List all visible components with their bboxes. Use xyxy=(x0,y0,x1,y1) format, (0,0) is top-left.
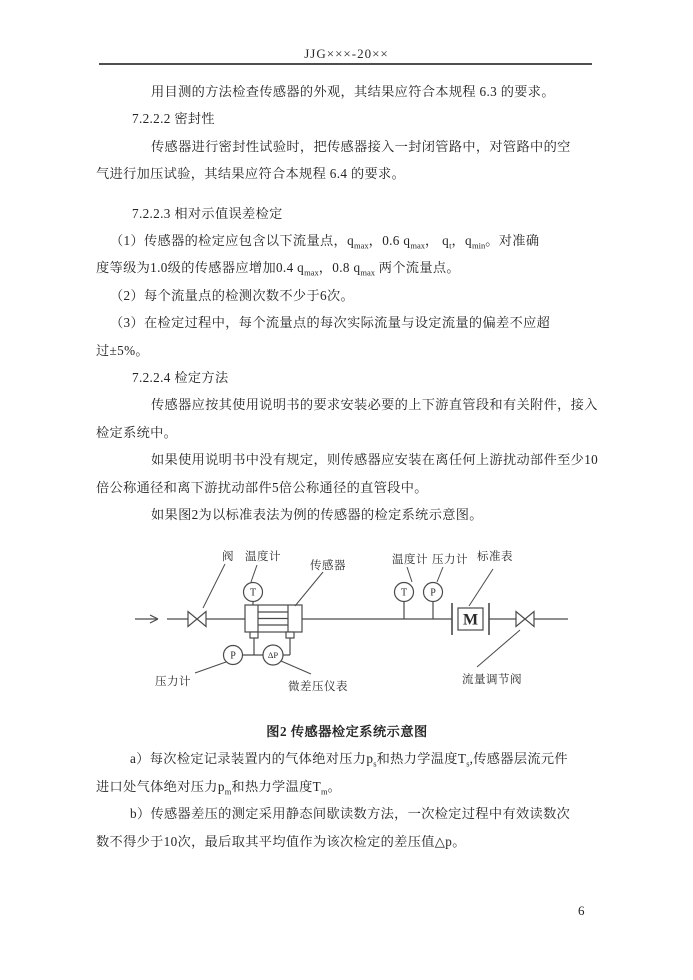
pressure-gauge-right-label: 压力计 xyxy=(432,554,468,566)
body-text-below-figure xyxy=(96,718,598,855)
page-number: 6 xyxy=(578,903,585,918)
heading-7-2-2-3: 7.2.2.3 相对示值误差检定 xyxy=(132,205,283,221)
heading-7-2-2-2: 7.2.2.2 密封性 xyxy=(132,111,215,127)
para-seal-line-2: 气进行加压试验，其结果应符合本规程 6.4 的要求。 xyxy=(96,166,406,182)
header-rule xyxy=(99,63,592,65)
figure-caption: 图2 传感器检定系统示意图 xyxy=(266,724,428,739)
t-symbol-left: T xyxy=(249,587,257,599)
item-1-line-2: 度等级为1.0级的传感器应增加0.4 $q_{max}$，0.8 $q_{max}$ 两个流量点。 xyxy=(96,260,460,279)
sensor-symbol xyxy=(245,605,302,638)
thermometer-right-label: 温度计 xyxy=(392,554,428,566)
micro-dp-meter-label: 微差压仪表 xyxy=(288,681,348,693)
para-visual-check: 用目测的方法检查传感器的外观，其结果应符合本规程 6.3 的要求。 xyxy=(151,84,555,99)
standard-meter-label: 标准表 xyxy=(477,551,513,563)
para-figure-intro: 如果图2为以标准表法为例的传感器的检定系统示意图。 xyxy=(151,507,483,523)
flow-control-valve-label: 流量调节阀 xyxy=(462,674,522,686)
m-symbol: M xyxy=(462,611,479,629)
heading-7-2-2-4: 7.2.2.4 检定方法 xyxy=(132,370,229,386)
para-nospec-line-1: 如果使用说明书中没有规定，则传感器应安装在离任何上游扰动部件至少10 xyxy=(151,452,599,468)
flow-direction-arrow-icon xyxy=(135,615,158,623)
para-nospec-line-2: 倍公称通径和离下游扰动部件5倍公称通径的直管段中。 xyxy=(96,479,428,495)
body-text xyxy=(96,78,598,529)
item-2-line-1: （2）每个流量点的检测次数不少于6次。 xyxy=(110,287,355,303)
verification-system-diagram xyxy=(115,540,575,700)
note-b-line-2: 数不得少于10次，最后取其平均值作为该次检定的差压值△p。 xyxy=(96,833,466,849)
item-1-line-1: （1）传感器的检定应包含以下流量点，$q_{max}$，0.6 $q_{max}$， $q_t$，$q_{min}$。对准确 xyxy=(110,233,540,251)
valve-symbol xyxy=(188,612,206,627)
dp-symbol: ΔP xyxy=(267,650,279,660)
para-seal-line-1: 传感器进行密封性试验时，把传感器接入一封闭管路中，对管路中的空 xyxy=(151,138,571,154)
thermometer-left-label: 温度计 xyxy=(245,551,281,563)
p-symbol-bottom: P xyxy=(230,650,236,662)
vertical-space xyxy=(96,188,598,200)
t-symbol-right: T xyxy=(400,587,408,599)
figure-2-schematic xyxy=(115,540,575,700)
note-a-line-2: 进口处气体绝对压力$p_m$和热力学温度$T_m$。 xyxy=(96,778,342,797)
para-install-line-2: 检定系统中。 xyxy=(96,424,178,440)
para-install-line-1: 传感器应按其使用说明书的要求安装必要的上下游直管段和有关附件，接入 xyxy=(151,397,598,413)
flow-control-valve-symbol xyxy=(516,612,534,627)
valve-label: 阀 xyxy=(222,551,234,563)
sensor-label: 传感器 xyxy=(310,560,346,572)
pressure-gauge-bottom-label: 压力计 xyxy=(155,676,191,688)
p-symbol-right: P xyxy=(430,587,436,599)
note-a-line-1: a）每次检定记录装置内的气体绝对压力$p_s$和热力学温度$T_s$,传感器层流元件 xyxy=(130,751,568,770)
note-b-line-1: b）传感器差压的测定采用静态间歇读数方法，一次检定过程中有效读数次 xyxy=(130,806,571,822)
item-3-line-2: 过±5%。 xyxy=(96,342,149,358)
item-3-line-1: （3）在检定过程中，每个流量点的每次实际流量与设定流量的偏差不应超 xyxy=(110,315,551,331)
header-doc-code: JJG×××-20×× xyxy=(304,46,389,61)
